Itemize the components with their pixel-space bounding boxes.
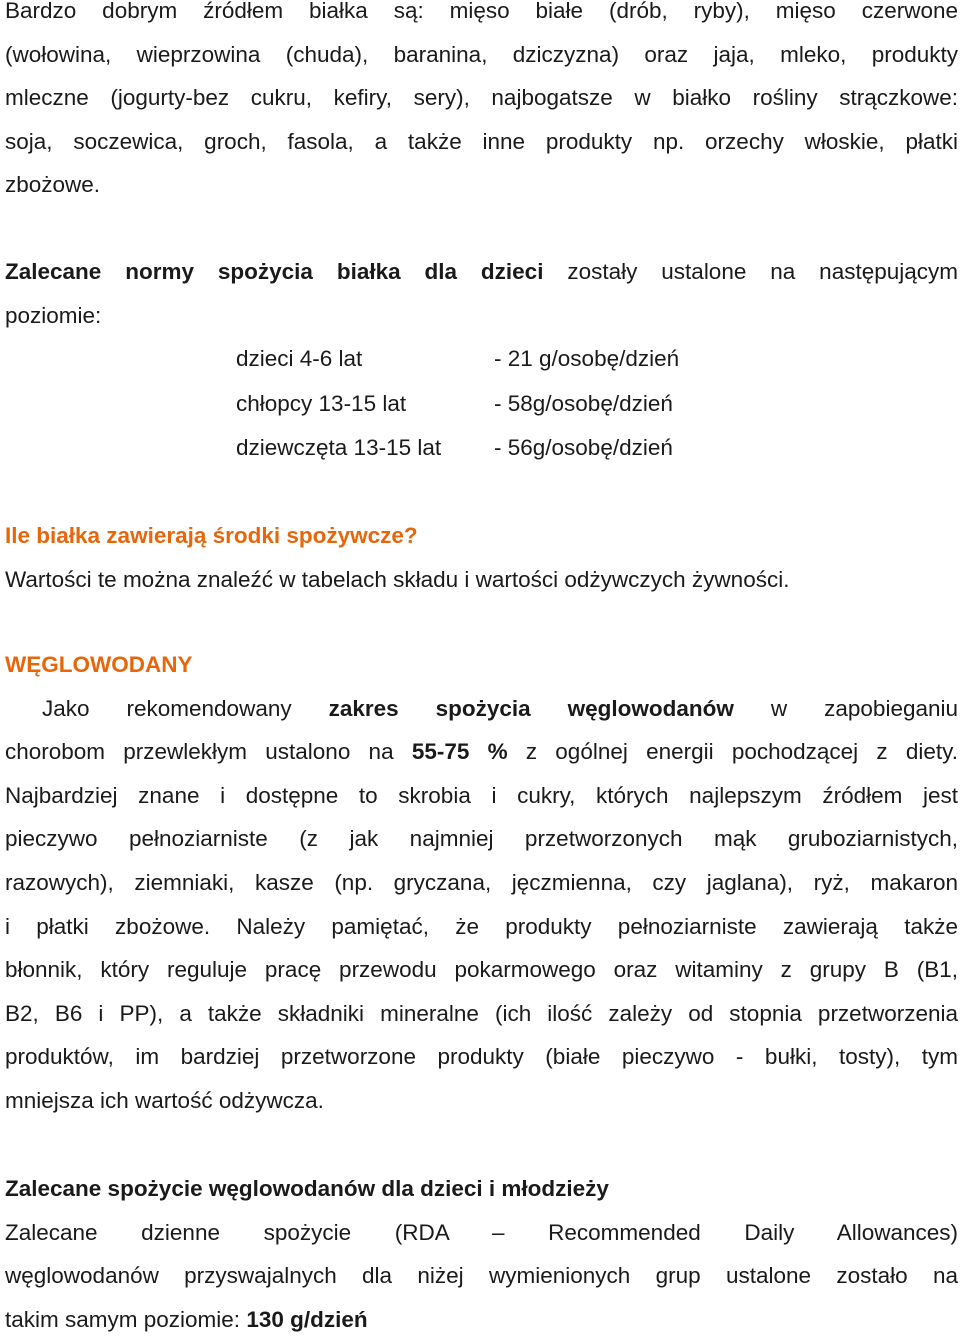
carb-range-bold: zakres spożycia węglowodanów xyxy=(328,695,734,721)
paragraph-line: Zalecane dzienne spożycie (RDA – Recommended Daily Allowances) xyxy=(5,1219,958,1245)
carbohydrates-section xyxy=(5,643,958,1123)
paragraph-line: poziomie: xyxy=(5,302,102,328)
paragraph-line xyxy=(5,687,958,731)
paragraph-line: Najbardziej znane i dostępne to skrobia i cukry, których najlepszym źródłem jest xyxy=(5,782,958,808)
protein-norms-bold-lead: Zalecane normy spożycia białka dla dzieci xyxy=(5,259,544,284)
paragraph-line: soja, soczewica, groch, fasola, a także inne produkty np. orzechy włoskie, płatki xyxy=(5,128,958,154)
paragraph-line xyxy=(5,250,958,294)
paragraph-line: błonnik, który reguluje pracę przewodu pokarmowego oraz witaminy z grupy B (B1, xyxy=(5,957,958,983)
protein-norm-value: - 21 g/osobę/dzień xyxy=(494,346,680,371)
section-heading: Ile białka zawierają środki spożywcze? xyxy=(5,523,418,548)
carb-percent-bold: 55-75 % xyxy=(411,739,508,765)
paragraph-line: Wartości te można znaleźć w tabelach składu i wartości odżywczych żywności. xyxy=(5,566,790,592)
text-span: takim samym poziomie: xyxy=(5,1306,247,1332)
list-item xyxy=(236,382,836,427)
text-span: chorobom przewlekłym ustalono na xyxy=(5,739,412,765)
rda-value-bold: 130 g/dzień xyxy=(246,1306,368,1332)
paragraph-line: mniejsza ich wartość odżywcza. xyxy=(5,1087,324,1113)
text-span: w zapobieganiu xyxy=(733,695,959,721)
protein-norm-value: - 58g/osobę/dzień xyxy=(494,390,673,416)
protein-norms-lead-rest: zostały ustalone na następującym xyxy=(543,259,959,284)
list-item xyxy=(236,337,836,382)
paragraph-line: (wołowina, wieprzowina (chuda), baranina, dziczyzna) oraz jaja, mleko, produkty xyxy=(5,41,958,67)
protein-norms-list xyxy=(236,337,836,471)
paragraph-line: B2, B6 i PP), a także składniki mineralne (ich ilość zależy od stopnia przetworzenia xyxy=(5,1000,958,1026)
protein-sources-paragraph xyxy=(5,0,958,207)
age-group-label: dzieci 4-6 lat xyxy=(236,346,363,371)
list-item xyxy=(236,426,836,471)
paragraph-line: Bardzo dobrym źródłem białka są: mięso białe (drób, ryby), mięso czerwone xyxy=(5,0,958,23)
age-group-label: chłopcy 13-15 lat xyxy=(236,390,407,416)
paragraph-line: węglowodanów przyswajalnych dla niżej wymienionych grup ustalone zostało na xyxy=(5,1263,958,1289)
paragraph-line: razowych), ziemniaki, kasze (np. gryczana, jęczmienna, czy jaglana), ryż, makaron xyxy=(5,869,958,895)
carbohydrate-rda-section xyxy=(5,1167,958,1341)
paragraph-line: pieczywo pełnoziarniste (z jak najmniej przetworzonych mąk gruboziarnistych, xyxy=(5,826,958,852)
age-group-label: dziewczęta 13-15 lat xyxy=(236,435,442,460)
section-heading: Zalecane spożycie węglowodanów dla dzieci i młodzieży xyxy=(5,1176,609,1201)
paragraph-line xyxy=(5,730,958,774)
protein-norms-intro xyxy=(5,250,958,337)
text-span: z ogólnej energii pochodzącej z diety. xyxy=(507,739,958,765)
text-span: Jako rekomendowany xyxy=(42,695,329,721)
section-heading: WĘGLOWODANY xyxy=(5,652,193,677)
paragraph-line: zbożowe. xyxy=(5,172,101,198)
paragraph-line: produktów, im bardziej przetworzone produkty (białe pieczywo - bułki, tosty), tym xyxy=(5,1044,958,1070)
paragraph-line: i płatki zbożowe. Należy pamiętać, że produkty pełnoziarniste zawierają także xyxy=(5,913,958,939)
protein-norm-value: - 56g/osobę/dzień xyxy=(494,435,673,460)
paragraph-line xyxy=(5,1298,958,1341)
protein-question-section xyxy=(5,514,958,601)
paragraph-line: mleczne (jogurty-bez cukru, kefiry, sery), najbogatsze w białko rośliny strączkowe: xyxy=(5,85,958,111)
